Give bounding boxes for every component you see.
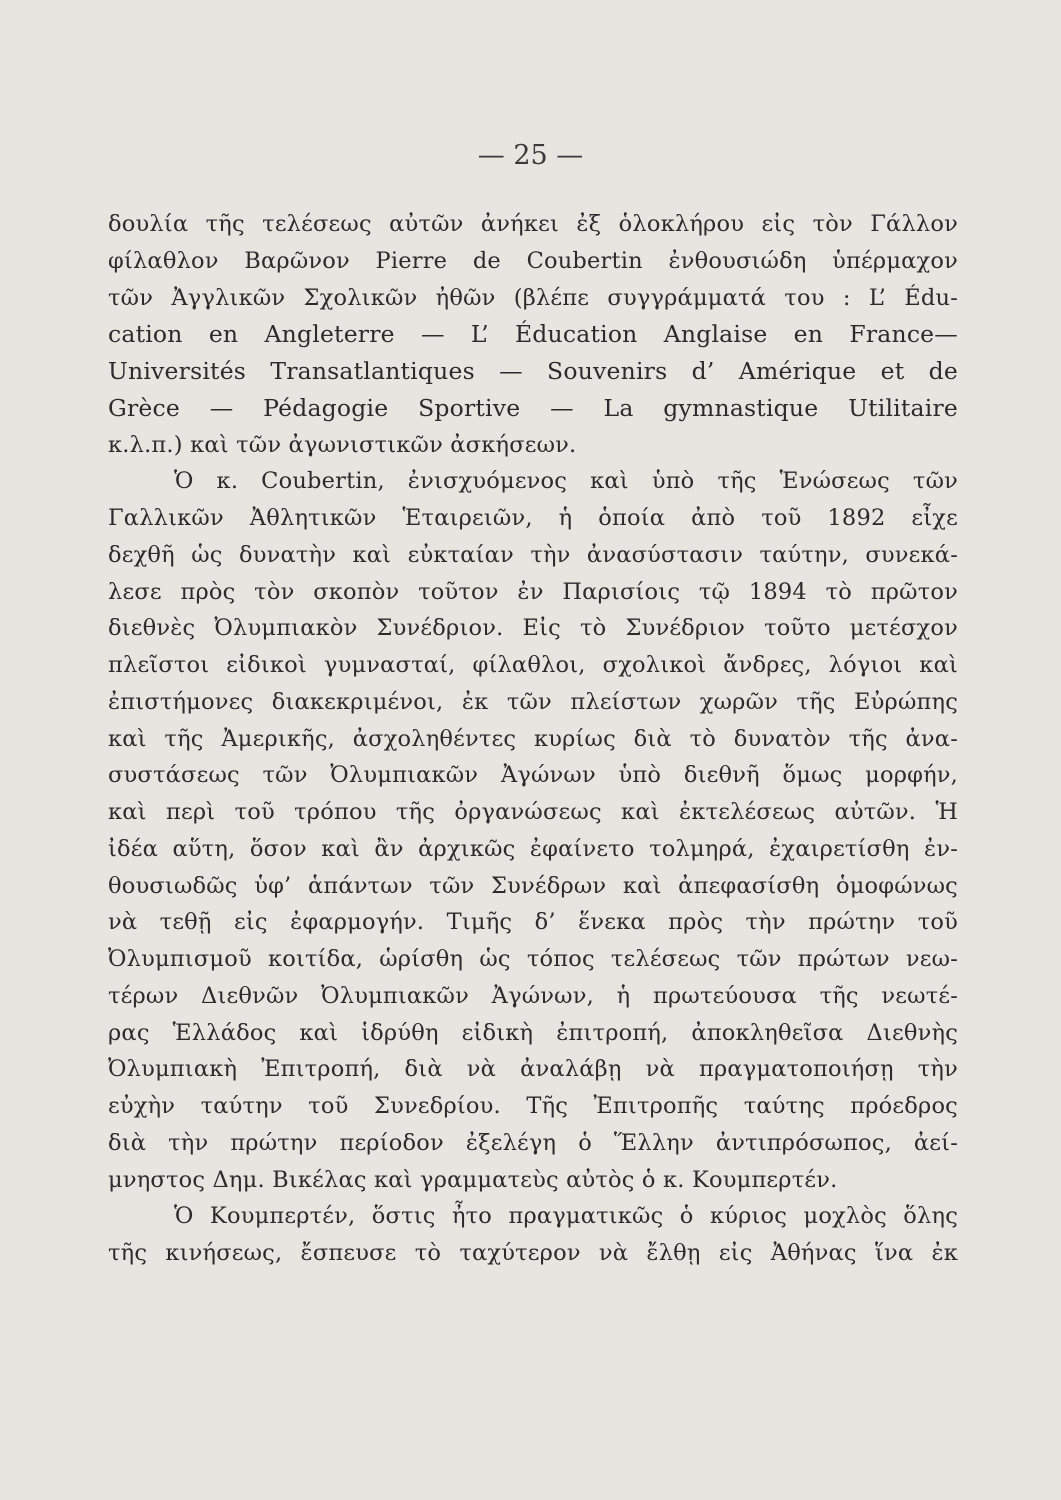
text-line: συστάσεως τῶν Ὀλυμπιακῶν Ἀγώνων ὑπὸ διεθνῆ ὅμως μορφήν, [108, 762, 958, 789]
text-line: Universités Transatlantiques — Souvenirs d’ Amérique et de [108, 357, 958, 385]
text-line: φίλαθλον Βαρῶνον Pierre de Coubertin ἐνθουσιώδη ὑπέρμαχον [108, 247, 958, 274]
text-line: Grèce — Pédagogie Sportive — La gymnastique Utilitaire [108, 393, 958, 422]
text-line: λεσε πρὸς τὸν σκοπὸν τοῦτον ἐν Παρισίοις τῷ 1894 τὸ πρῶτον [108, 578, 958, 605]
paragraph-start-line: Ὁ Κουμπερτέν, ὅστις ἦτο πραγματικῶς ὁ κύριος μοχλὸς ὅλης [174, 1203, 958, 1230]
text-line: ἐπιστήμονες διακεκριμένοι, ἐκ τῶν πλείστων χωρῶν τῆς Εὐρώπης [108, 688, 958, 715]
text-line: Γαλλικῶν Ἀθλητικῶν Ἑταιρειῶν, ἡ ὁποία ἀπὸ τοῦ 1892 εἶχε [108, 505, 958, 531]
text-line: νὰ τεθῇ εἰς ἐφαρμογήν. Τιμῆς δ’ ἕνεκα πρὸς τὴν πρώτην τοῦ [108, 909, 958, 936]
text-line: δεχθῆ ὡς δυνατὴν καὶ εὐκταίαν τὴν ἀνασύστασιν ταύτην, συνεκά- [108, 541, 958, 568]
text-line: μνηστος Δημ. Βικέλας καὶ γραμματεὺς αὐτὸς ὁ κ. Κουμπερτέν. [108, 1166, 838, 1193]
page-number: — 25 — [477, 140, 584, 171]
text-line: καὶ περὶ τοῦ τρόπου τῆς ὀργανώσεως καὶ ἐκτελέσεως αὐτῶν. Ἡ [108, 799, 958, 825]
text-line: κ.λ.π.) καὶ τῶν ἀγωνιστικῶν ἀσκήσεων. [108, 431, 577, 458]
text-line: ἰδέα αὕτη, ὅσον καὶ ἂν ἀρχικῶς ἐφαίνετο τολμηρά, ἐχαιρετίσθη ἐν- [108, 835, 958, 862]
text-line: εὐχὴν ταύτην τοῦ Συνεδρίου. Τῆς Ἐπιτροπῆς ταύτης πρόεδρος [108, 1093, 958, 1119]
text-line: διεθνὲς Ὀλυμπιακὸν Συνέδριον. Εἰς τὸ Συνέδριον τοῦτο μετέσχον [108, 615, 958, 642]
text-line: Ὀλυμπιακὴ Ἐπιτροπή, διὰ νὰ ἀναλάβῃ νὰ πραγματοποιήσῃ τὴν [108, 1056, 958, 1083]
text-line: τέρων Διεθνῶν Ὀλυμπιακῶν Ἀγώνων, ἡ πρωτεύουσα τῆς νεωτέ- [108, 982, 958, 1009]
text-line: τῆς κινήσεως, ἔσπευσε τὸ ταχύτερον νὰ ἔλθῃ εἰς Ἀθήνας ἵνα ἐκ [108, 1240, 958, 1266]
text-line: διὰ τὴν πρώτην περίοδον ἐξελέγη ὁ Ἕλλην ἀντιπρόσωπος, ἀεί- [108, 1129, 958, 1156]
text-line: τῶν Ἀγγλικῶν Σχολικῶν ἠθῶν (βλέπε συγγράμματά του : L’ Édu- [108, 284, 958, 311]
text-line: θουσιωδῶς ὑφ’ ἁπάντων τῶν Συνέδρων καὶ ἀπεφασίσθη ὁμοφώνως [108, 872, 958, 899]
text-line: δουλία τῆς τελέσεως αὐτῶν ἀνήκει ἐξ ὁλοκλήρου εἰς τὸν Γάλλον [108, 211, 958, 237]
body-text [108, 206, 958, 1272]
text-line: cation en Angleterre — L’ Éducation Anglaise en France— [108, 320, 958, 349]
text-line: ρας Ἑλλάδος καὶ ἱδρύθη εἰδικὴ ἐπιτροπή, ἀποκληθεῖσα Διεθνὴς [108, 1019, 958, 1046]
text-line: καὶ τῆς Ἀμερικῆς, ἀσχοληθέντες κυρίως διὰ τὸ δυνατὸν τῆς ἀνα- [108, 725, 958, 752]
paragraph-start-line: Ὁ κ. Coubertin, ἐνισχυόμενος καὶ ὑπὸ τῆς Ἑνώσεως τῶν [174, 468, 958, 495]
text-line: Ὀλυμπισμοῦ κοιτίδα, ὡρίσθη ὡς τόπος τελέσεως τῶν πρώτων νεω- [108, 946, 958, 972]
text-line: πλεῖστοι εἰδικοὶ γυμνασταί, φίλαθλοι, σχολικοὶ ἄνδρες, λόγιοι καὶ [108, 652, 958, 678]
